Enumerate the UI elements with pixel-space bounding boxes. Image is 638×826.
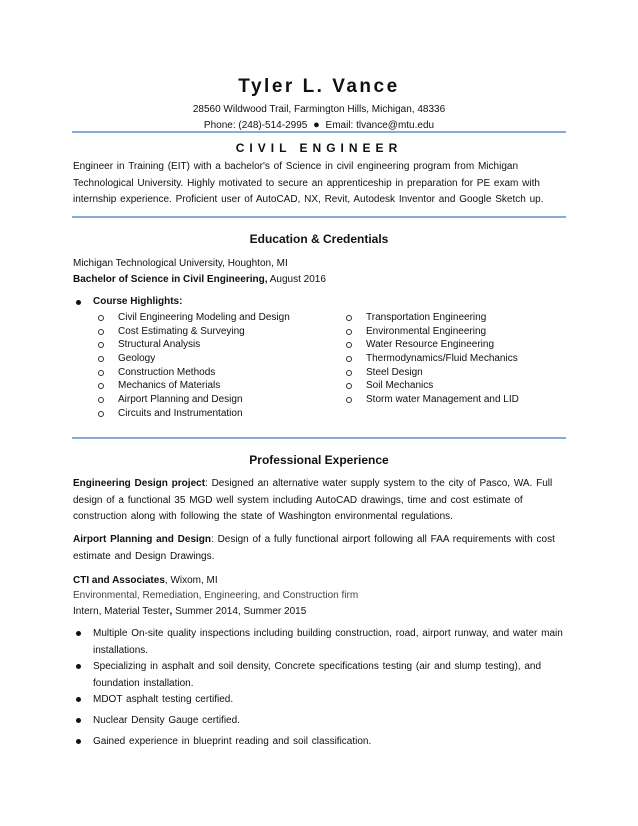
circle-bullet-icon: [346, 329, 352, 335]
course-label: Structural Analysis: [118, 339, 201, 351]
position-line: [73, 606, 306, 617]
circle-bullet-icon: [346, 397, 352, 403]
course-highlights-label: Course Highlights:: [93, 296, 183, 307]
email-text: Email: tlvance@mtu.edu: [325, 120, 435, 131]
circle-bullet-icon: [98, 370, 104, 376]
course-label: Civil Engineering Modeling and Design: [118, 312, 290, 323]
project2-text: : Design of a fully functional airport following all FAA requirements with cost estimate and Design Drawings.: [73, 534, 555, 562]
circle-bullet-icon: [98, 329, 104, 335]
circle-bullet-icon: [98, 397, 104, 403]
position-dates: Summer 2014, Summer 2015: [172, 606, 307, 617]
course-label: Soil Mechanics: [366, 380, 434, 392]
experience-heading: Professional Experience: [249, 453, 389, 467]
candidate-name: Tyler L. Vance: [238, 76, 400, 97]
position-title: Intern, Material Tester: [73, 606, 170, 617]
course-label: Mechanics of Materials: [118, 380, 221, 392]
divider-education: [72, 437, 566, 439]
project1-title: Engineering Design project: [73, 478, 206, 489]
duty-item: MDOT asphalt testing certified.: [93, 694, 234, 705]
bullet-icon: [76, 739, 81, 744]
summary-paragraph: Engineer in Training (EIT) with a bachelor's of Science in civil engineering program from Michigan Technological University. Highly motivated to secure an apprenticeship in preparation for PE exam with internship experience. Proficient user of AutoCAD, NX, Revit, Autodesk Inventor and Google Sketch up.: [73, 161, 544, 205]
circle-bullet-icon: [346, 315, 352, 321]
duty-item: Specializing in asphalt and soil density, Concrete specifications testing (air and slump testing), and foundation installation.: [93, 661, 542, 689]
bullet-icon: [76, 664, 81, 669]
education-heading: Education & Credentials: [249, 232, 389, 246]
position-comma: ,: [169, 606, 173, 617]
bullet-icon: [76, 718, 81, 723]
bullet-icon: [76, 697, 81, 702]
circle-bullet-icon: [346, 342, 352, 348]
degree-line: [73, 274, 326, 285]
course-label: Cost Estimating & Surveying: [118, 325, 245, 337]
circle-bullet-icon: [346, 383, 352, 389]
role-title: CIVIL ENGINEER: [235, 141, 403, 155]
course-label: Transportation Engineering: [366, 312, 487, 323]
duty-item: Multiple On-site quality inspections including building construction, road, airport runway, and water main installations.: [93, 628, 563, 656]
circle-bullet-icon: [98, 342, 104, 348]
duty-item: Nuclear Density Gauge certified.: [93, 715, 240, 726]
separator-bullet-icon: ●: [313, 119, 320, 131]
divider-header: [72, 131, 566, 133]
degree-date: August 2016: [269, 274, 326, 285]
circle-bullet-icon: [98, 411, 104, 417]
course-label: Steel Design: [366, 366, 423, 378]
circle-bullet-icon: [98, 356, 104, 362]
circle-bullet-icon: [98, 383, 104, 389]
phone-text: Phone: (248)-514-2995: [203, 120, 308, 131]
course-label: Thermodynamics/Fluid Mechanics: [366, 353, 518, 365]
school-line: Michigan Technological University, Houghton, MI: [73, 258, 288, 269]
course-label: Water Resource Engineering: [366, 339, 495, 351]
company-location: , Wixom, MI: [164, 575, 218, 586]
bullet-icon: [76, 631, 81, 636]
course-label: Circuits and Instrumentation: [118, 407, 243, 419]
project1-text: : Designed an alternative water supply system to the city of Pasco, WA. Full design of a functional 35 MGD well system including AutoCAD drawings, time and cost estimate of construction along with following the state of Washington environmental regulations.: [73, 478, 553, 522]
circle-bullet-icon: [98, 315, 104, 321]
company-line: [73, 575, 218, 586]
divider-summary: [72, 216, 566, 218]
bullet-icon: [76, 300, 81, 305]
course-label: Construction Methods: [118, 366, 216, 378]
course-label: Environmental Engineering: [366, 325, 487, 337]
contact-line: [0, 119, 638, 131]
project1-paragraph: [73, 476, 563, 526]
project2-title: Airport Planning and Design: [73, 534, 212, 545]
address-line: 28560 Wildwood Trail, Farmington Hills, Michigan, 48336: [192, 104, 446, 115]
course-label: Geology: [118, 353, 156, 365]
circle-bullet-icon: [346, 370, 352, 376]
company-name: CTI and Associates: [73, 575, 165, 586]
duty-item: Gained experience in blueprint reading and soil classification.: [93, 736, 372, 747]
course-label: Airport Planning and Design: [118, 394, 243, 406]
degree-name: Bachelor of Science in Civil Engineering,: [73, 274, 268, 285]
circle-bullet-icon: [346, 356, 352, 362]
course-label: Storm water Management and LID: [366, 394, 519, 406]
project2-paragraph: [73, 532, 563, 565]
company-field: Environmental, Remediation, Engineering, and Construction firm: [73, 590, 359, 601]
